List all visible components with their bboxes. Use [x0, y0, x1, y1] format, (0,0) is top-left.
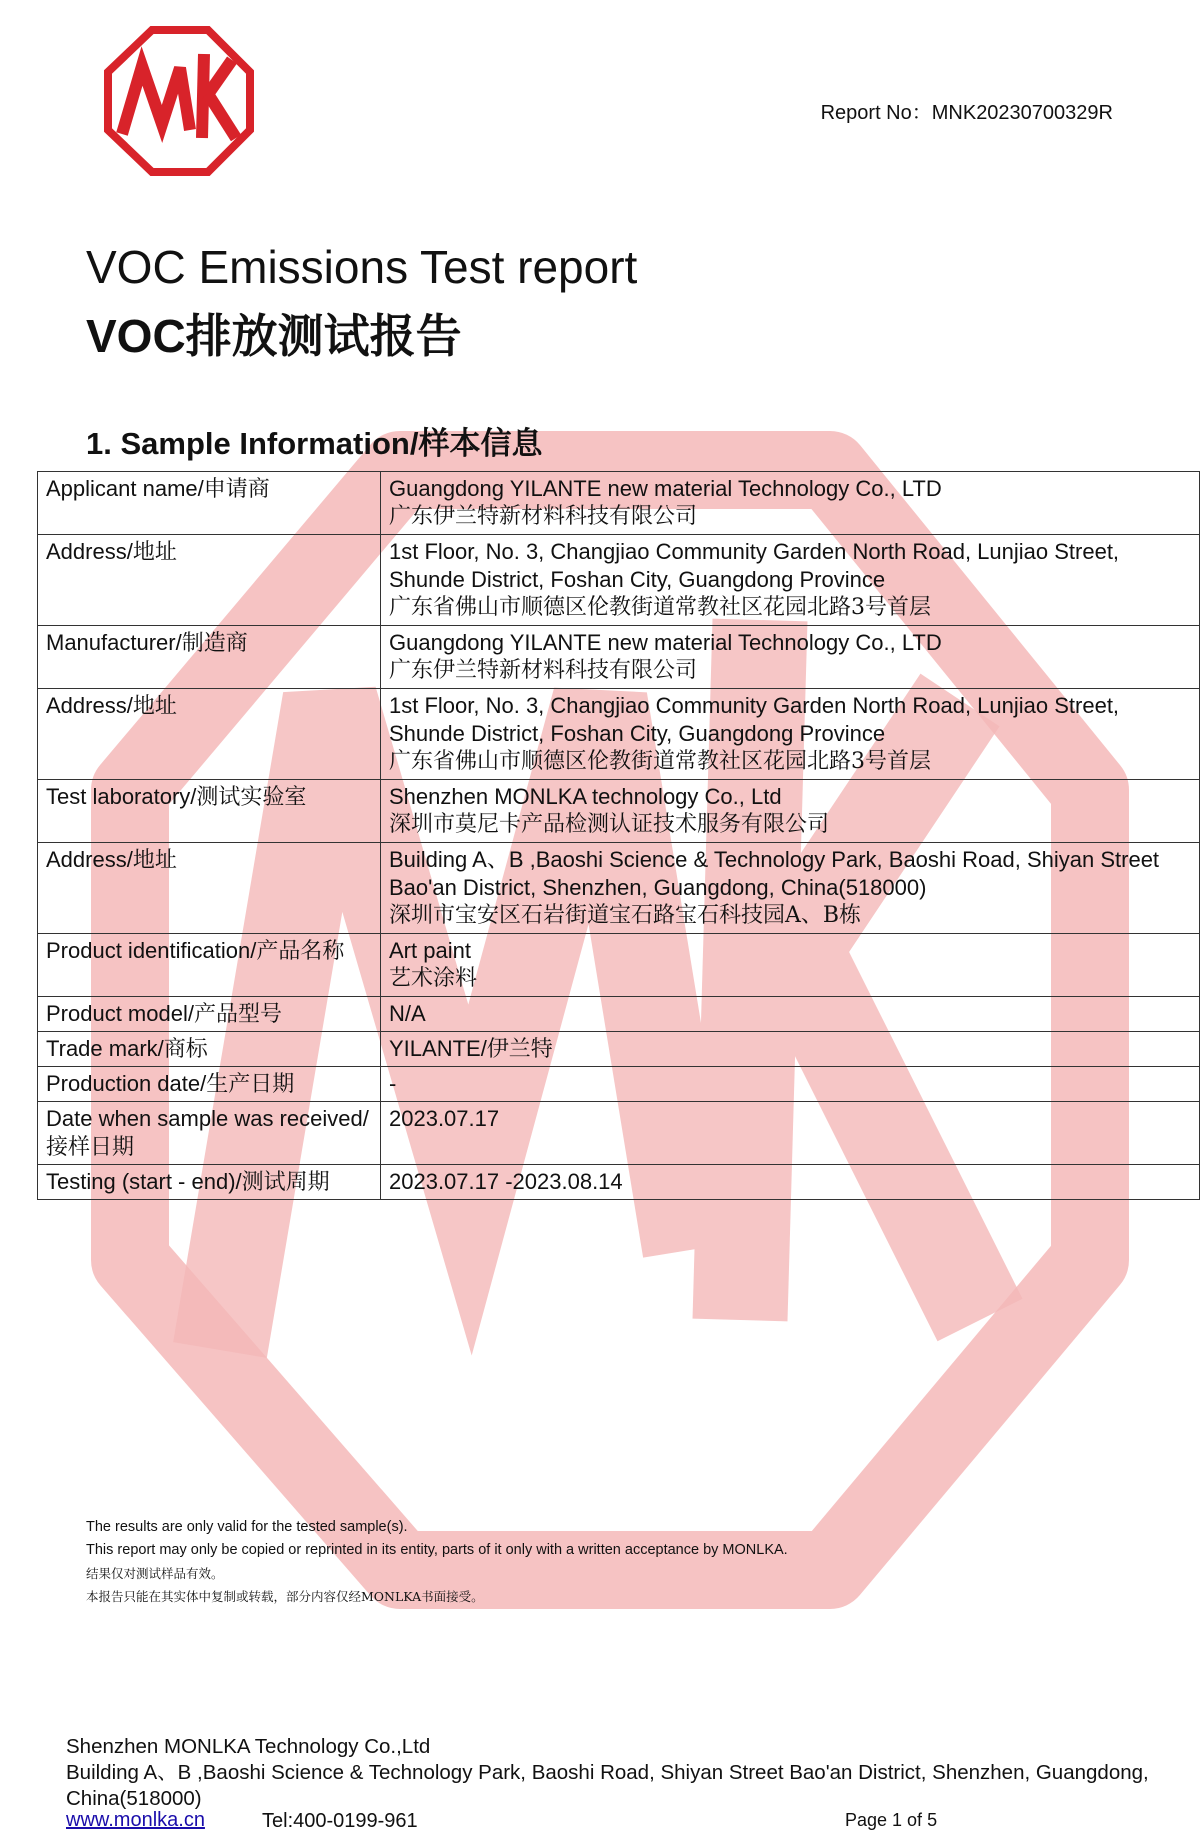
row-value: [381, 535, 1200, 626]
row-label: Manufacturer/制造商: [38, 626, 381, 689]
row-label: Applicant name/申请商: [38, 472, 381, 535]
row-value: [381, 843, 1200, 934]
table-row: [38, 535, 1200, 626]
row-label: Address/地址: [38, 535, 381, 626]
footer-address: Building A、B ,Baoshi Science & Technology Park, Baoshi Road, Shiyan Street Bao'an District, Shenzhen, Guangdong, China(518000): [66, 1761, 1149, 1810]
row-label: Address/地址: [38, 843, 381, 934]
value-line: Guangdong YILANTE new material Technology Co., LTD: [389, 476, 942, 501]
value-line: 广东省佛山市顺德区伦教街道常教社区花园北路3号首层: [389, 595, 931, 620]
value-line: Bao'an District, Shenzhen, Guangdong, China(518000): [389, 875, 927, 900]
table-row: [38, 843, 1200, 934]
sample-info-table: [37, 471, 1200, 1200]
section-title: 1. Sample Information/样本信息: [86, 426, 543, 461]
value-line: 1st Floor, No. 3, Changjiao Community Garden North Road, Lunjiao Street,: [389, 693, 1120, 718]
value-line: 1st Floor, No. 3, Changjiao Community Garden North Road, Lunjiao Street,: [389, 539, 1120, 564]
note-line: This report may only be copied or reprinted in its entity, parts of it only with a written acceptance by MONLKA.: [86, 1542, 788, 1558]
value-line: 广东伊兰特新材料科技有限公司: [389, 658, 698, 683]
note-line: The results are only valid for the tested sample(s).: [86, 1519, 408, 1535]
row-value: 2023.07.17: [381, 1102, 1200, 1165]
row-label: Trade mark/商标: [38, 1032, 381, 1067]
table-row: [38, 1102, 1200, 1165]
row-label: Product identification/产品名称: [38, 934, 381, 997]
row-value: N/A: [381, 997, 1200, 1032]
table-row: [38, 1165, 1200, 1200]
row-label: Testing (start - end)/测试周期: [38, 1165, 381, 1200]
row-label: Product model/产品型号: [38, 997, 381, 1032]
note-line: 结果仅对测试样品有效。: [86, 1566, 224, 1581]
row-value: [381, 689, 1200, 780]
value-line: 广东伊兰特新材料科技有限公司: [389, 504, 698, 529]
row-value: [381, 780, 1200, 843]
row-value: 2023.07.17 -2023.08.14: [381, 1165, 1200, 1200]
table-row: [38, 472, 1200, 535]
footer-company: Shenzhen MONLKA Technology Co.,Ltd: [66, 1735, 431, 1758]
table-row: [38, 626, 1200, 689]
title-english: VOC Emissions Test report: [86, 241, 638, 293]
value-line: Shunde District, Foshan City, Guangdong Province: [389, 721, 886, 746]
row-value: YILANTE/伊兰特: [381, 1032, 1200, 1067]
row-value: [381, 472, 1200, 535]
table-row: [38, 689, 1200, 780]
table-row: [38, 997, 1200, 1032]
row-value: [381, 626, 1200, 689]
report-number: Report No：MNK20230700329R: [820, 102, 1113, 124]
value-line: Art paint: [389, 938, 471, 963]
footer-tel: Tel:400-0199-961: [262, 1810, 418, 1832]
title-chinese: VOC排放测试报告: [86, 310, 462, 362]
validity-notes: [86, 1516, 788, 1608]
value-line: Shenzhen MONLKA technology Co., Ltd: [389, 784, 782, 809]
table-row: [38, 780, 1200, 843]
page-number: Page 1 of 5: [845, 1810, 938, 1830]
website-link[interactable]: www.monlka.cn: [66, 1809, 205, 1831]
table-row: [38, 934, 1200, 997]
value-line: Building A、B ,Baoshi Science & Technology Park, Baoshi Road, Shiyan Street: [389, 847, 1160, 872]
note-line: 本报告只能在其实体中复制或转载，部分内容仅经MONLKA书面接受。: [86, 1589, 484, 1604]
row-label: Production date/生产日期: [38, 1067, 381, 1102]
value-line: 艺术涂料: [389, 966, 478, 991]
value-line: Guangdong YILANTE new material Technology Co., LTD: [389, 630, 942, 655]
row-value: [381, 934, 1200, 997]
value-line: 广东省佛山市顺德区伦教街道常教社区花园北路3号首层: [389, 749, 931, 774]
monlka-logo-icon: [104, 26, 254, 176]
row-value: -: [381, 1067, 1200, 1102]
row-label: Date when sample was received/接样日期: [38, 1102, 381, 1165]
footer: [66, 1734, 1176, 1812]
table-row: [38, 1067, 1200, 1102]
row-label: Test laboratory/测试实验室: [38, 780, 381, 843]
row-label: Address/地址: [38, 689, 381, 780]
value-line: 深圳市莫尼卡产品检测认证技术服务有限公司: [389, 812, 830, 837]
value-line: 深圳市宝安区石岩街道宝石路宝石科技园A、B栋: [389, 903, 862, 928]
table-row: [38, 1032, 1200, 1067]
value-line: Shunde District, Foshan City, Guangdong Province: [389, 567, 886, 592]
